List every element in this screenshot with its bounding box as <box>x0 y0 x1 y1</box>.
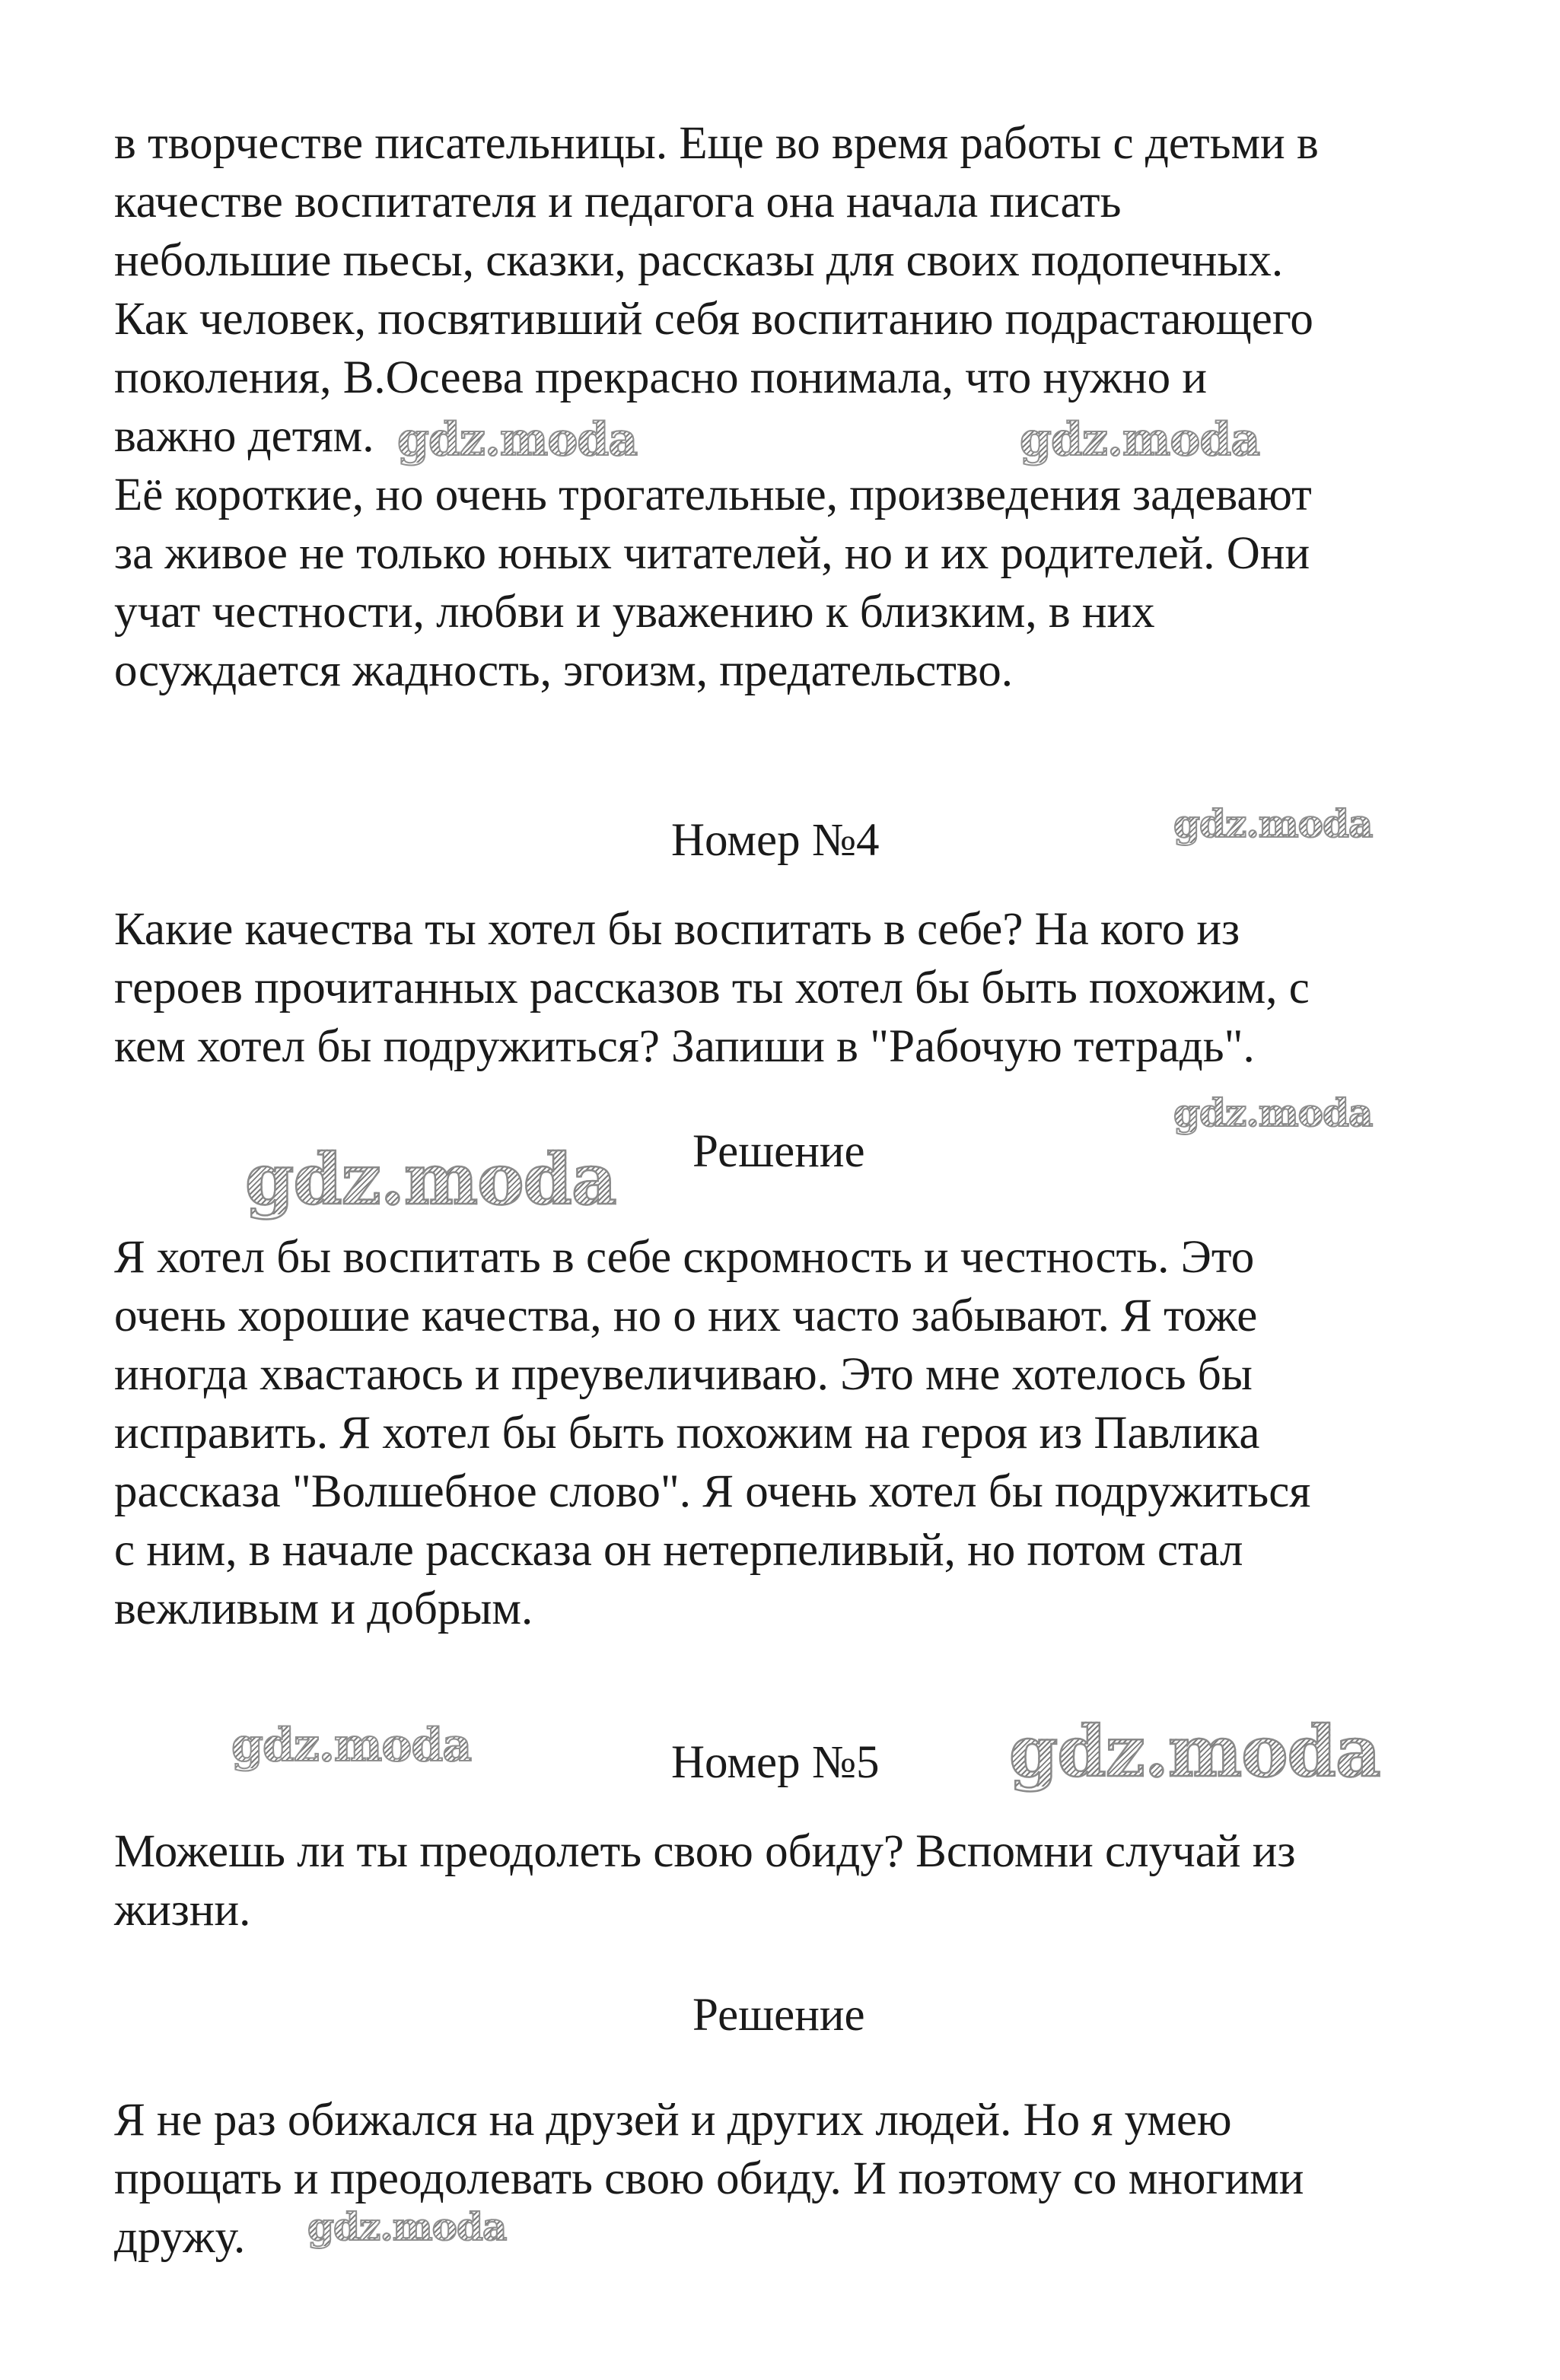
intro-paragraph-1: в творчестве писательницы. Еще во время работы с детьми в качестве воспитателя и педагога она начала писать небольшие пьесы, сказки, рассказы для своих подопечных. Как человек, посвятивший себя воспитанию подрастающего поколения, В.Осеева прекрасно понимала, что нужно и важно детям. <box>114 118 1319 462</box>
task5-solution-label: Решение <box>692 1990 865 2041</box>
watermark: gdz.moda <box>1173 801 1373 846</box>
task5-heading: Номер №5 <box>671 1737 880 1788</box>
watermark: gdz.moda <box>1020 413 1260 466</box>
task4-solution-label: Решение <box>692 1126 865 1177</box>
task5-question: Можешь ли ты преодолеть свою обиду? Вспомни случай из жизни. <box>114 1826 1296 1936</box>
intro-paragraph-2: Её короткие, но очень трогательные, произведения задевают за живое не только юных читателей, но и их родителей. Они учат честности, любви и уважению к близким, в них осуждается жадность, эгоизм, предательство. <box>114 469 1312 696</box>
watermark: gdz.moda <box>1009 1710 1380 1793</box>
task5-answer: Я не раз обижался на друзей и других людей. Но я умею прощать и преодолевать свою обиду. И поэтому со многими дружу. <box>114 2095 1304 2263</box>
watermark: gdz.moda <box>397 413 638 466</box>
task4-heading: Номер №4 <box>671 815 880 866</box>
watermark: gdz.moda <box>307 2204 507 2249</box>
task4-question: Какие качества ты хотел бы воспитать в себе? На кого из героев прочитанных рассказов ты хотел бы быть похожим, с кем хотел бы подружиться? Запиши в "Рабочую тетрадь". <box>114 904 1310 1072</box>
task4-answer: Я хотел бы воспитать в себе скромность и честность. Это очень хорошие качества, но о них часто забывают. Я тоже иногда хвастаюсь и преувеличиваю. Это мне хотелось бы исправить. Я хотел бы быть похожим на героя из Павлика рассказа "Волшебное слово". Я очень хотел бы подружиться с ним, в начале рассказа он нетерпеливый, но потом стал вежливым и добрым. <box>114 1232 1311 1634</box>
watermark: gdz.moda <box>245 1138 616 1220</box>
watermark: gdz.moda <box>231 1719 472 1772</box>
watermark: gdz.moda <box>1173 1090 1373 1135</box>
